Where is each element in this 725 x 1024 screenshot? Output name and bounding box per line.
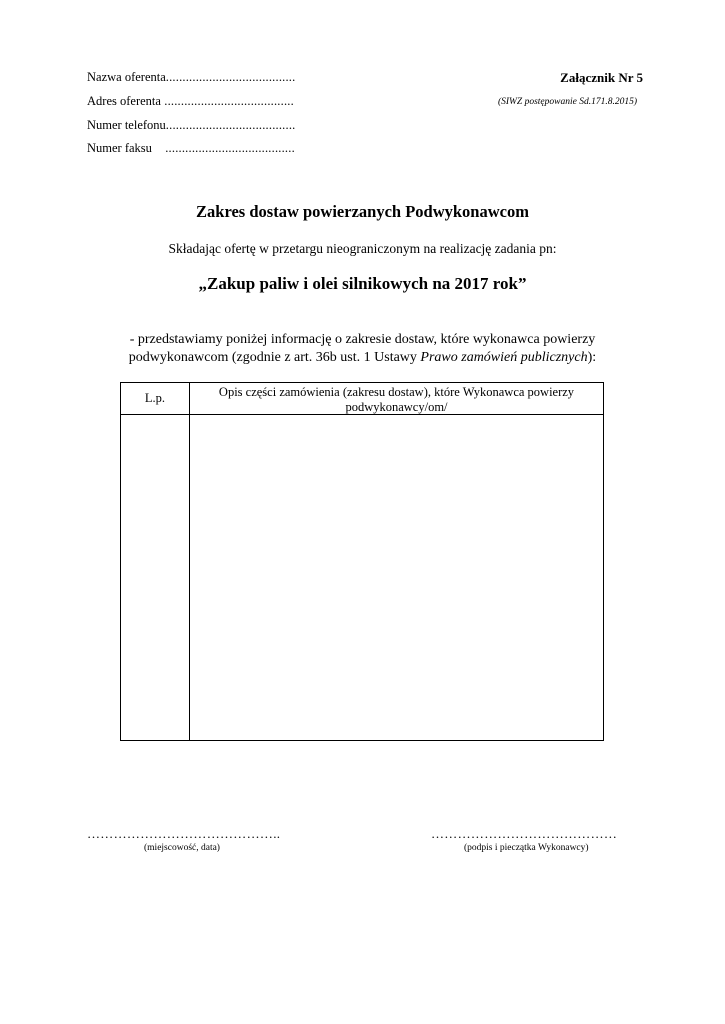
place-date-caption: (miejscowość, data) [144, 843, 220, 853]
bidder-phone-label: Numer telefonu [87, 118, 166, 132]
attachment-title: Załącznik Nr 5 [560, 70, 643, 85]
column-header-lp: L.p. [144, 391, 166, 405]
column-header-description-line-2: podwykonawcy/om/ [345, 400, 448, 414]
bidder-phone-field [87, 118, 295, 133]
signature-stamp-blank: …………………………………… [431, 826, 618, 841]
signature-stamp-caption: (podpis i pieczątka Wykonawcy) [464, 843, 589, 853]
declaration-line-1: - przedstawiamy poniżej informację o zakresie dostaw, które wykonawca powierzy [129, 332, 596, 347]
description-entry-cell[interactable] [190, 415, 603, 740]
declaration-line-2 [0, 349, 725, 367]
bidder-address-field [87, 94, 294, 109]
attachment-reference: (SIWZ postępowanie Sd.171.8.2015) [497, 97, 637, 107]
declaration-line-2-prefix: podwykonawcom (zgodnie z art. 36b ust. 1 Ustawy [128, 350, 421, 365]
subcontract-table [120, 382, 604, 741]
place-date-blank: …………………………………….. [87, 826, 281, 841]
bidder-name-blank: ....................................... [165, 70, 296, 84]
declaration-paragraph [0, 331, 725, 367]
contract-subject: „Zakup paliw i olei silnikowych na 2017 rok” [198, 274, 527, 293]
declaration-line-2-suffix: ): [587, 350, 597, 365]
bidder-fax-field [87, 141, 295, 156]
law-name: Prawo zamówień publicznych [420, 350, 588, 365]
document-title: Zakres dostaw powierzanych Podwykonawcom [196, 202, 529, 221]
column-header-description [190, 385, 603, 415]
bidder-fax-label: Numer faksu [87, 141, 152, 155]
bidder-fax-blank: ....................................... [151, 141, 295, 155]
bidder-address-label: Adres oferenta [87, 94, 161, 108]
column-header-description-line-1: Opis części zamówienia (zakresu dostaw), które Wykonawca powierzy [218, 385, 575, 399]
bidder-name-field [87, 70, 295, 85]
lp-entry-cell[interactable] [121, 415, 189, 740]
bidder-phone-blank: ....................................... [165, 118, 296, 132]
bidder-name-label: Nazwa oferenta [87, 70, 166, 84]
intro-text: Składając ofertę w przetargu nieograniczonym na realizację zadania pn: [168, 241, 557, 256]
bidder-address-blank: ....................................... [160, 94, 294, 108]
